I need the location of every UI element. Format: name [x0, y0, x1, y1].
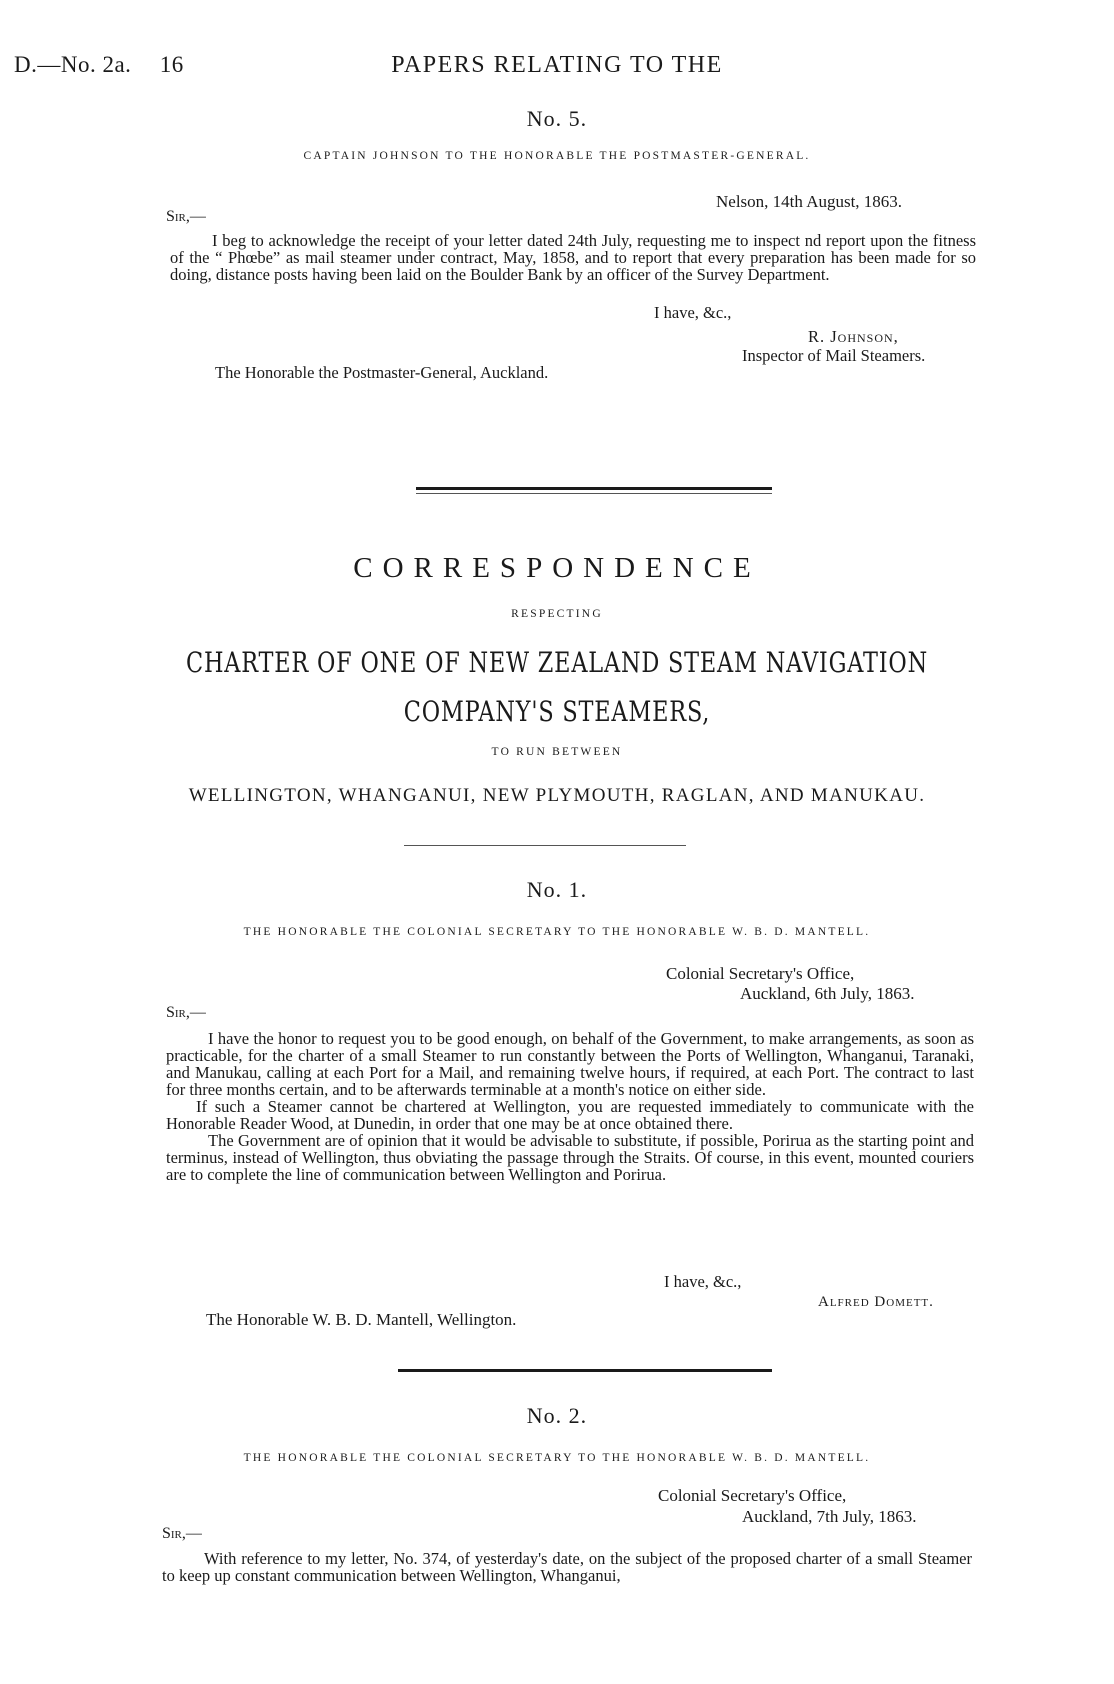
letter-2-salutation: Sir,—: [162, 1525, 202, 1542]
document-ref-number: D.—No. 2a.: [14, 52, 132, 77]
letter-5-body: [170, 232, 976, 283]
letter-5-heading: CAPTAIN JOHNSON TO THE HONORABLE THE POSTMASTER-GENERAL.: [303, 150, 811, 162]
letter-2-number: No. 2.: [526, 1403, 588, 1428]
running-title: PAPERS RELATING TO THE: [391, 52, 723, 78]
letter-2-paragraph: With reference to my letter, No. 374, of yesterday's date, on the subject of the proposed charter of a small Steamer to keep up constant communication between Wellington, Whanganui,: [162, 1549, 972, 1585]
letter-1-addressee: The Honorable W. B. D. Mantell, Wellington.: [206, 1310, 517, 1329]
charter-title-line-2: COMPANY'S STEAMERS,: [403, 695, 711, 728]
respecting-label: RESPECTING: [511, 608, 603, 620]
letter-1-number: No. 1.: [526, 877, 588, 902]
letter-5-paragraph: I beg to acknowledge the receipt of your letter dated 24th July, requesting me to inspect nd report upon the fitness of the “ Phœbe” as mail steamer under contract, May, 1858, and to report that every preparation has been made for so doing, distance posts having been laid on the Boulder Bank by an officer of the Survey Department.: [170, 231, 976, 284]
letter-1-office: Colonial Secretary's Office,: [666, 964, 855, 983]
letter-1-paragraph-2: If such a Steamer cannot be chartered at Wellington, you are requested immediately to communicate with the Honorable Reader Wood, at Dunedin, in order that one may be at once obtained there.: [166, 1097, 974, 1133]
letter-5-addressee: The Honorable the Postmaster-General, Auckland.: [215, 363, 549, 382]
route-line: WELLINGTON, WHANGANUI, NEW PLYMOUTH, RAGLAN, AND MANUKAU.: [188, 785, 926, 806]
letter-1-closing: I have, &c.,: [664, 1272, 742, 1291]
letter-1-paragraph-3: The Government are of opinion that it would be advisable to substitute, if possible, Porirua as the starting point and terminus, instead of Wellington, thus obviating the passage through the Straits. Of course, in this event, mounted couriers are to complete the line of communication between Wellington and Porirua.: [166, 1131, 974, 1184]
route-divider-rule: [404, 845, 686, 846]
letter-1-heading: THE HONORABLE THE COLONIAL SECRETARY TO THE HONORABLE W. B. D. MANTELL.: [243, 926, 871, 938]
letter-2-office: Colonial Secretary's Office,: [658, 1486, 847, 1505]
letter-5-signature: R. Johnson,: [808, 327, 899, 346]
letter-1-date: Auckland, 6th July, 1863.: [740, 984, 915, 1003]
letter-2-date: Auckland, 7th July, 1863.: [742, 1507, 917, 1526]
letter-2-heading: THE HONORABLE THE COLONIAL SECRETARY TO THE HONORABLE W. B. D. MANTELL.: [243, 1452, 871, 1464]
letter-1-body: [166, 1030, 974, 1183]
letter-1-salutation: Sir,—: [166, 1004, 206, 1021]
letter-1-paragraph-1: I have the honor to request you to be good enough, on behalf of the Government, to make arrangements, as soon as practicable, for the charter of a small Steamer to run constantly between the Ports of Wellington, Whanganui, Taranaki, and Manukau, calling at each Port for a Mail, and remaining twelve hours, if required, at each Port. The contract to last for three months certain, and to be afterwards terminable at a month's notice on either side.: [166, 1029, 974, 1099]
letter-1-signature: Alfred Domett.: [818, 1294, 934, 1310]
letter-5-place-date: Nelson, 14th August, 1863.: [716, 192, 903, 211]
to-run-between-label: TO RUN BETWEEN: [491, 746, 623, 758]
letter-5-salutation: Sir,—: [166, 208, 206, 225]
section-divider-rule: [416, 487, 772, 490]
letter-5-number: No. 5.: [526, 106, 588, 131]
letter-5-signature-title: Inspector of Mail Steamers.: [742, 346, 926, 365]
letter-divider-rule: [398, 1369, 772, 1372]
page-number: 16: [159, 52, 184, 77]
section-divider-rule-thin: [416, 493, 772, 494]
correspondence-title: CORRESPONDENCE: [353, 552, 761, 584]
letter-5-closing: I have, &c.,: [654, 303, 732, 322]
charter-title-line-1: CHARTER OF ONE OF NEW ZEALAND STEAM NAVIGATION: [186, 646, 928, 679]
letter-2-body: [162, 1550, 972, 1584]
